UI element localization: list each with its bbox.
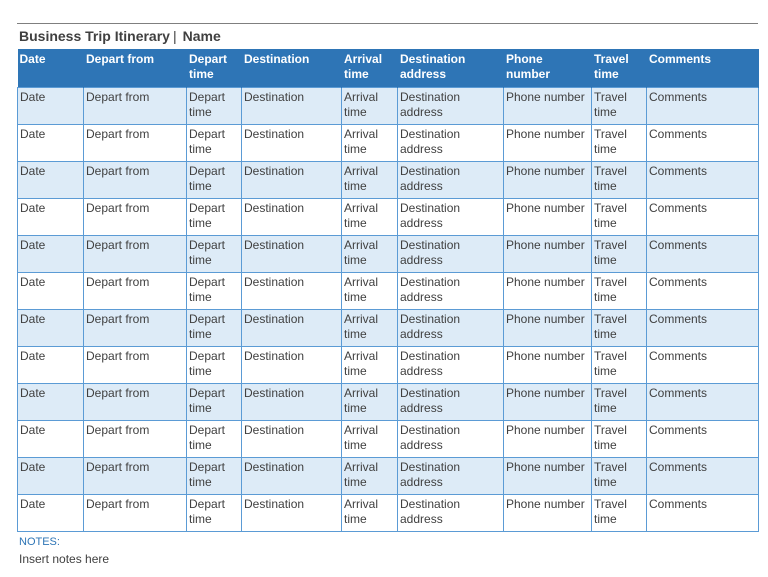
table-cell[interactable]: Phone number	[504, 310, 592, 347]
table-row	[18, 88, 759, 125]
table-cell[interactable]: Destination	[242, 162, 342, 199]
table-cell[interactable]: Travel time	[592, 236, 647, 273]
table-cell[interactable]: Depart time	[187, 236, 242, 273]
notes-text[interactable]: Insert notes here	[19, 552, 110, 566]
table-cell[interactable]: Date	[18, 88, 84, 125]
notes-label: NOTES:	[19, 536, 60, 548]
table-cell[interactable]: Phone number	[504, 199, 592, 236]
table-cell[interactable]: Comments	[647, 421, 759, 458]
table-cell[interactable]: Destination address	[398, 384, 504, 421]
table-cell[interactable]: Comments	[647, 458, 759, 495]
table-header-row	[18, 49, 759, 88]
table-cell[interactable]: Destination	[242, 199, 342, 236]
table-cell[interactable]: Phone number	[504, 162, 592, 199]
table-cell[interactable]: Depart time	[187, 125, 242, 162]
table-cell[interactable]: Comments	[647, 347, 759, 384]
table-cell[interactable]: Phone number	[504, 384, 592, 421]
table-cell[interactable]: Depart time	[187, 88, 242, 125]
table-cell[interactable]: Destination	[242, 310, 342, 347]
table-cell[interactable]: Arrival time	[342, 125, 398, 162]
table-cell[interactable]: Comments	[647, 310, 759, 347]
table-cell[interactable]: Depart from	[84, 125, 187, 162]
table-cell[interactable]: Destination	[242, 236, 342, 273]
table-cell[interactable]: Date	[18, 236, 84, 273]
table-row	[18, 236, 759, 273]
table-cell[interactable]: Destination address	[398, 310, 504, 347]
table-row	[18, 347, 759, 384]
table-cell[interactable]: Date	[18, 310, 84, 347]
table-cell[interactable]: Depart from	[84, 88, 187, 125]
table-cell[interactable]: Depart time	[187, 199, 242, 236]
table-cell[interactable]: Date	[18, 273, 84, 310]
table-cell[interactable]: Comments	[647, 273, 759, 310]
table-cell[interactable]: Depart from	[84, 310, 187, 347]
table-row	[18, 495, 759, 532]
table-row	[18, 421, 759, 458]
table-cell[interactable]: Phone number	[504, 421, 592, 458]
table-cell[interactable]: Date	[18, 495, 84, 532]
table-cell[interactable]: Depart time	[187, 495, 242, 532]
table-cell[interactable]: Destination address	[398, 347, 504, 384]
table-cell[interactable]: Date	[18, 199, 84, 236]
table-cell[interactable]: Depart from	[84, 421, 187, 458]
table-cell[interactable]: Comments	[647, 236, 759, 273]
title-separator: |	[172, 28, 177, 44]
table-cell[interactable]: Arrival time	[342, 162, 398, 199]
table-cell[interactable]: Date	[18, 458, 84, 495]
table-cell[interactable]: Destination address	[398, 125, 504, 162]
table-cell[interactable]: Depart time	[187, 347, 242, 384]
table-cell[interactable]: Phone number	[504, 495, 592, 532]
itinerary-table	[17, 49, 759, 532]
table-row	[18, 384, 759, 421]
table-cell[interactable]: Travel time	[592, 162, 647, 199]
table-cell[interactable]: Destination address	[398, 162, 504, 199]
table-cell[interactable]: Travel time	[592, 125, 647, 162]
table-cell[interactable]: Phone number	[504, 125, 592, 162]
table-cell[interactable]: Destination	[242, 88, 342, 125]
table-cell[interactable]: Depart time	[187, 162, 242, 199]
table-cell[interactable]: Destination	[242, 458, 342, 495]
table-body	[18, 88, 759, 532]
table-row	[18, 162, 759, 199]
table-cell[interactable]: Phone number	[504, 458, 592, 495]
table-cell[interactable]: Depart time	[187, 421, 242, 458]
column-header: Depart time	[187, 49, 242, 88]
table-cell[interactable]: Destination	[242, 421, 342, 458]
table-cell[interactable]: Travel time	[592, 199, 647, 236]
table-cell[interactable]: Depart time	[187, 458, 242, 495]
table-cell[interactable]: Destination address	[398, 88, 504, 125]
table-cell[interactable]: Depart from	[84, 236, 187, 273]
table-cell[interactable]: Destination	[242, 495, 342, 532]
table-cell[interactable]: Phone number	[504, 273, 592, 310]
table-cell[interactable]: Phone number	[504, 88, 592, 125]
table-cell[interactable]: Travel time	[592, 421, 647, 458]
table-cell[interactable]: Destination	[242, 347, 342, 384]
table-cell[interactable]: Depart time	[187, 384, 242, 421]
column-header: Destination	[242, 49, 342, 88]
page-title	[19, 27, 221, 45]
table-cell[interactable]: Travel time	[592, 273, 647, 310]
table-cell[interactable]: Depart from	[84, 384, 187, 421]
table-cell[interactable]: Depart time	[187, 273, 242, 310]
table-cell[interactable]: Travel time	[592, 347, 647, 384]
table-cell[interactable]: Arrival time	[342, 495, 398, 532]
table-cell[interactable]: Arrival time	[342, 273, 398, 310]
table-cell[interactable]: Depart time	[187, 310, 242, 347]
table-cell[interactable]: Arrival time	[342, 236, 398, 273]
table-cell[interactable]: Arrival time	[342, 310, 398, 347]
table-cell[interactable]: Date	[18, 125, 84, 162]
table-cell[interactable]: Travel time	[592, 310, 647, 347]
table-cell[interactable]: Travel time	[592, 495, 647, 532]
table-cell[interactable]: Arrival time	[342, 421, 398, 458]
table-cell[interactable]: Destination address	[398, 199, 504, 236]
table-cell[interactable]: Destination address	[398, 495, 504, 532]
table-row	[18, 125, 759, 162]
table-cell[interactable]: Date	[18, 162, 84, 199]
top-rule	[17, 23, 758, 24]
table-cell[interactable]: Travel time	[592, 458, 647, 495]
table-cell[interactable]: Arrival time	[342, 88, 398, 125]
table-cell[interactable]: Destination	[242, 384, 342, 421]
column-header: Arrival time	[342, 49, 398, 88]
table-cell[interactable]: Phone number	[504, 236, 592, 273]
table-cell[interactable]: Destination address	[398, 273, 504, 310]
table-row	[18, 273, 759, 310]
table-cell[interactable]: Date	[18, 347, 84, 384]
table-cell[interactable]: Arrival time	[342, 199, 398, 236]
document-title[interactable]: Business Trip Itinerary	[19, 28, 170, 44]
table-cell[interactable]: Arrival time	[342, 384, 398, 421]
table-cell[interactable]: Depart from	[84, 495, 187, 532]
column-header: Phone number	[504, 49, 592, 88]
table-cell[interactable]: Date	[18, 421, 84, 458]
table-cell[interactable]: Travel time	[592, 384, 647, 421]
table-cell[interactable]: Comments	[647, 384, 759, 421]
table-cell[interactable]: Destination	[242, 273, 342, 310]
column-header: Date	[18, 49, 84, 88]
table-cell[interactable]: Arrival time	[342, 347, 398, 384]
table-cell[interactable]: Destination address	[398, 458, 504, 495]
table-cell[interactable]: Destination address	[398, 421, 504, 458]
column-header: Destination address	[398, 49, 504, 88]
column-header: Depart from	[84, 49, 187, 88]
table-cell[interactable]: Phone number	[504, 347, 592, 384]
column-header: Travel time	[592, 49, 647, 88]
table-cell[interactable]: Travel time	[592, 88, 647, 125]
table-cell[interactable]: Comments	[647, 125, 759, 162]
table-cell[interactable]: Destination	[242, 125, 342, 162]
name-field[interactable]: Name	[182, 28, 221, 44]
table-cell[interactable]: Depart from	[84, 347, 187, 384]
column-header: Comments	[647, 49, 759, 88]
table-cell[interactable]: Comments	[647, 495, 759, 532]
table-row	[18, 458, 759, 495]
table-cell[interactable]: Comments	[647, 88, 759, 125]
table-cell[interactable]: Arrival time	[342, 458, 398, 495]
table-cell[interactable]: Date	[18, 384, 84, 421]
table-row	[18, 310, 759, 347]
table-row	[18, 199, 759, 236]
table-cell[interactable]: Comments	[647, 199, 759, 236]
table-cell[interactable]: Depart from	[84, 162, 187, 199]
table-cell[interactable]: Destination address	[398, 236, 504, 273]
table-cell[interactable]: Depart from	[84, 273, 187, 310]
table-cell[interactable]: Comments	[647, 162, 759, 199]
table-cell[interactable]: Depart from	[84, 458, 187, 495]
table-cell[interactable]: Depart from	[84, 199, 187, 236]
